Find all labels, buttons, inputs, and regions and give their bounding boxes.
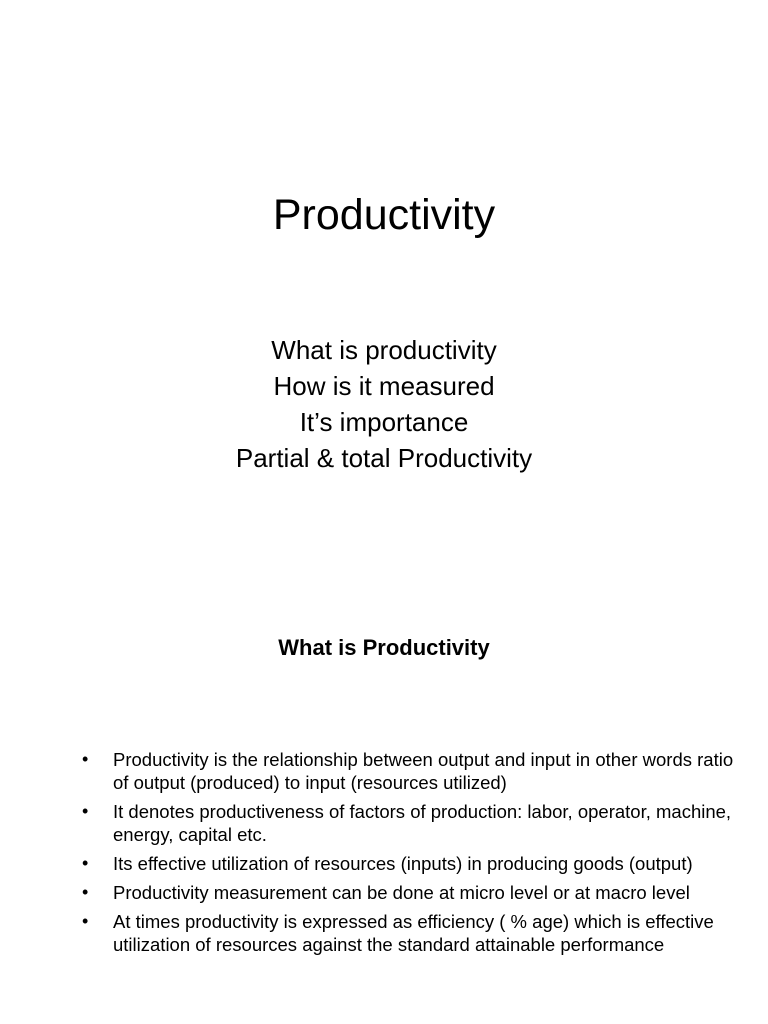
- section-heading: What is Productivity: [278, 635, 490, 660]
- bullet-text: Its effective utilization of resources (inputs) in producing goods (output): [113, 853, 693, 874]
- bullet-list: [82, 748, 742, 962]
- bullet-item: [82, 800, 742, 846]
- bullet-icon: •: [82, 801, 89, 821]
- topic-item: It’s importance: [299, 407, 469, 437]
- bullet-text: At times productivity is expressed as efficiency ( % age) which is effective utilization of resources against the standard attainable performance: [113, 911, 714, 955]
- bullet-item: [82, 910, 742, 956]
- topic-item: What is productivity: [271, 335, 497, 365]
- bullet-icon: •: [82, 911, 89, 931]
- topic-item: How is it measured: [273, 371, 495, 401]
- bullet-icon: •: [82, 882, 89, 902]
- bullet-text: Productivity is the relationship between output and input in other words ratio of output (produced) to input (resources utilized): [113, 749, 734, 793]
- bullet-text: Productivity measurement can be done at micro level or at macro level: [113, 882, 690, 903]
- bullet-item: [82, 748, 742, 794]
- bullet-item: [82, 852, 742, 875]
- bullet-icon: •: [82, 853, 89, 873]
- bullet-text: It denotes productiveness of factors of production: labor, operator, machine, energy, capital etc.: [113, 801, 732, 845]
- bullet-icon: •: [82, 749, 89, 769]
- topic-list: [0, 332, 768, 476]
- slide-title: Productivity: [272, 191, 496, 239]
- topic-item: Partial & total Productivity: [235, 443, 533, 473]
- bullet-item: [82, 881, 742, 904]
